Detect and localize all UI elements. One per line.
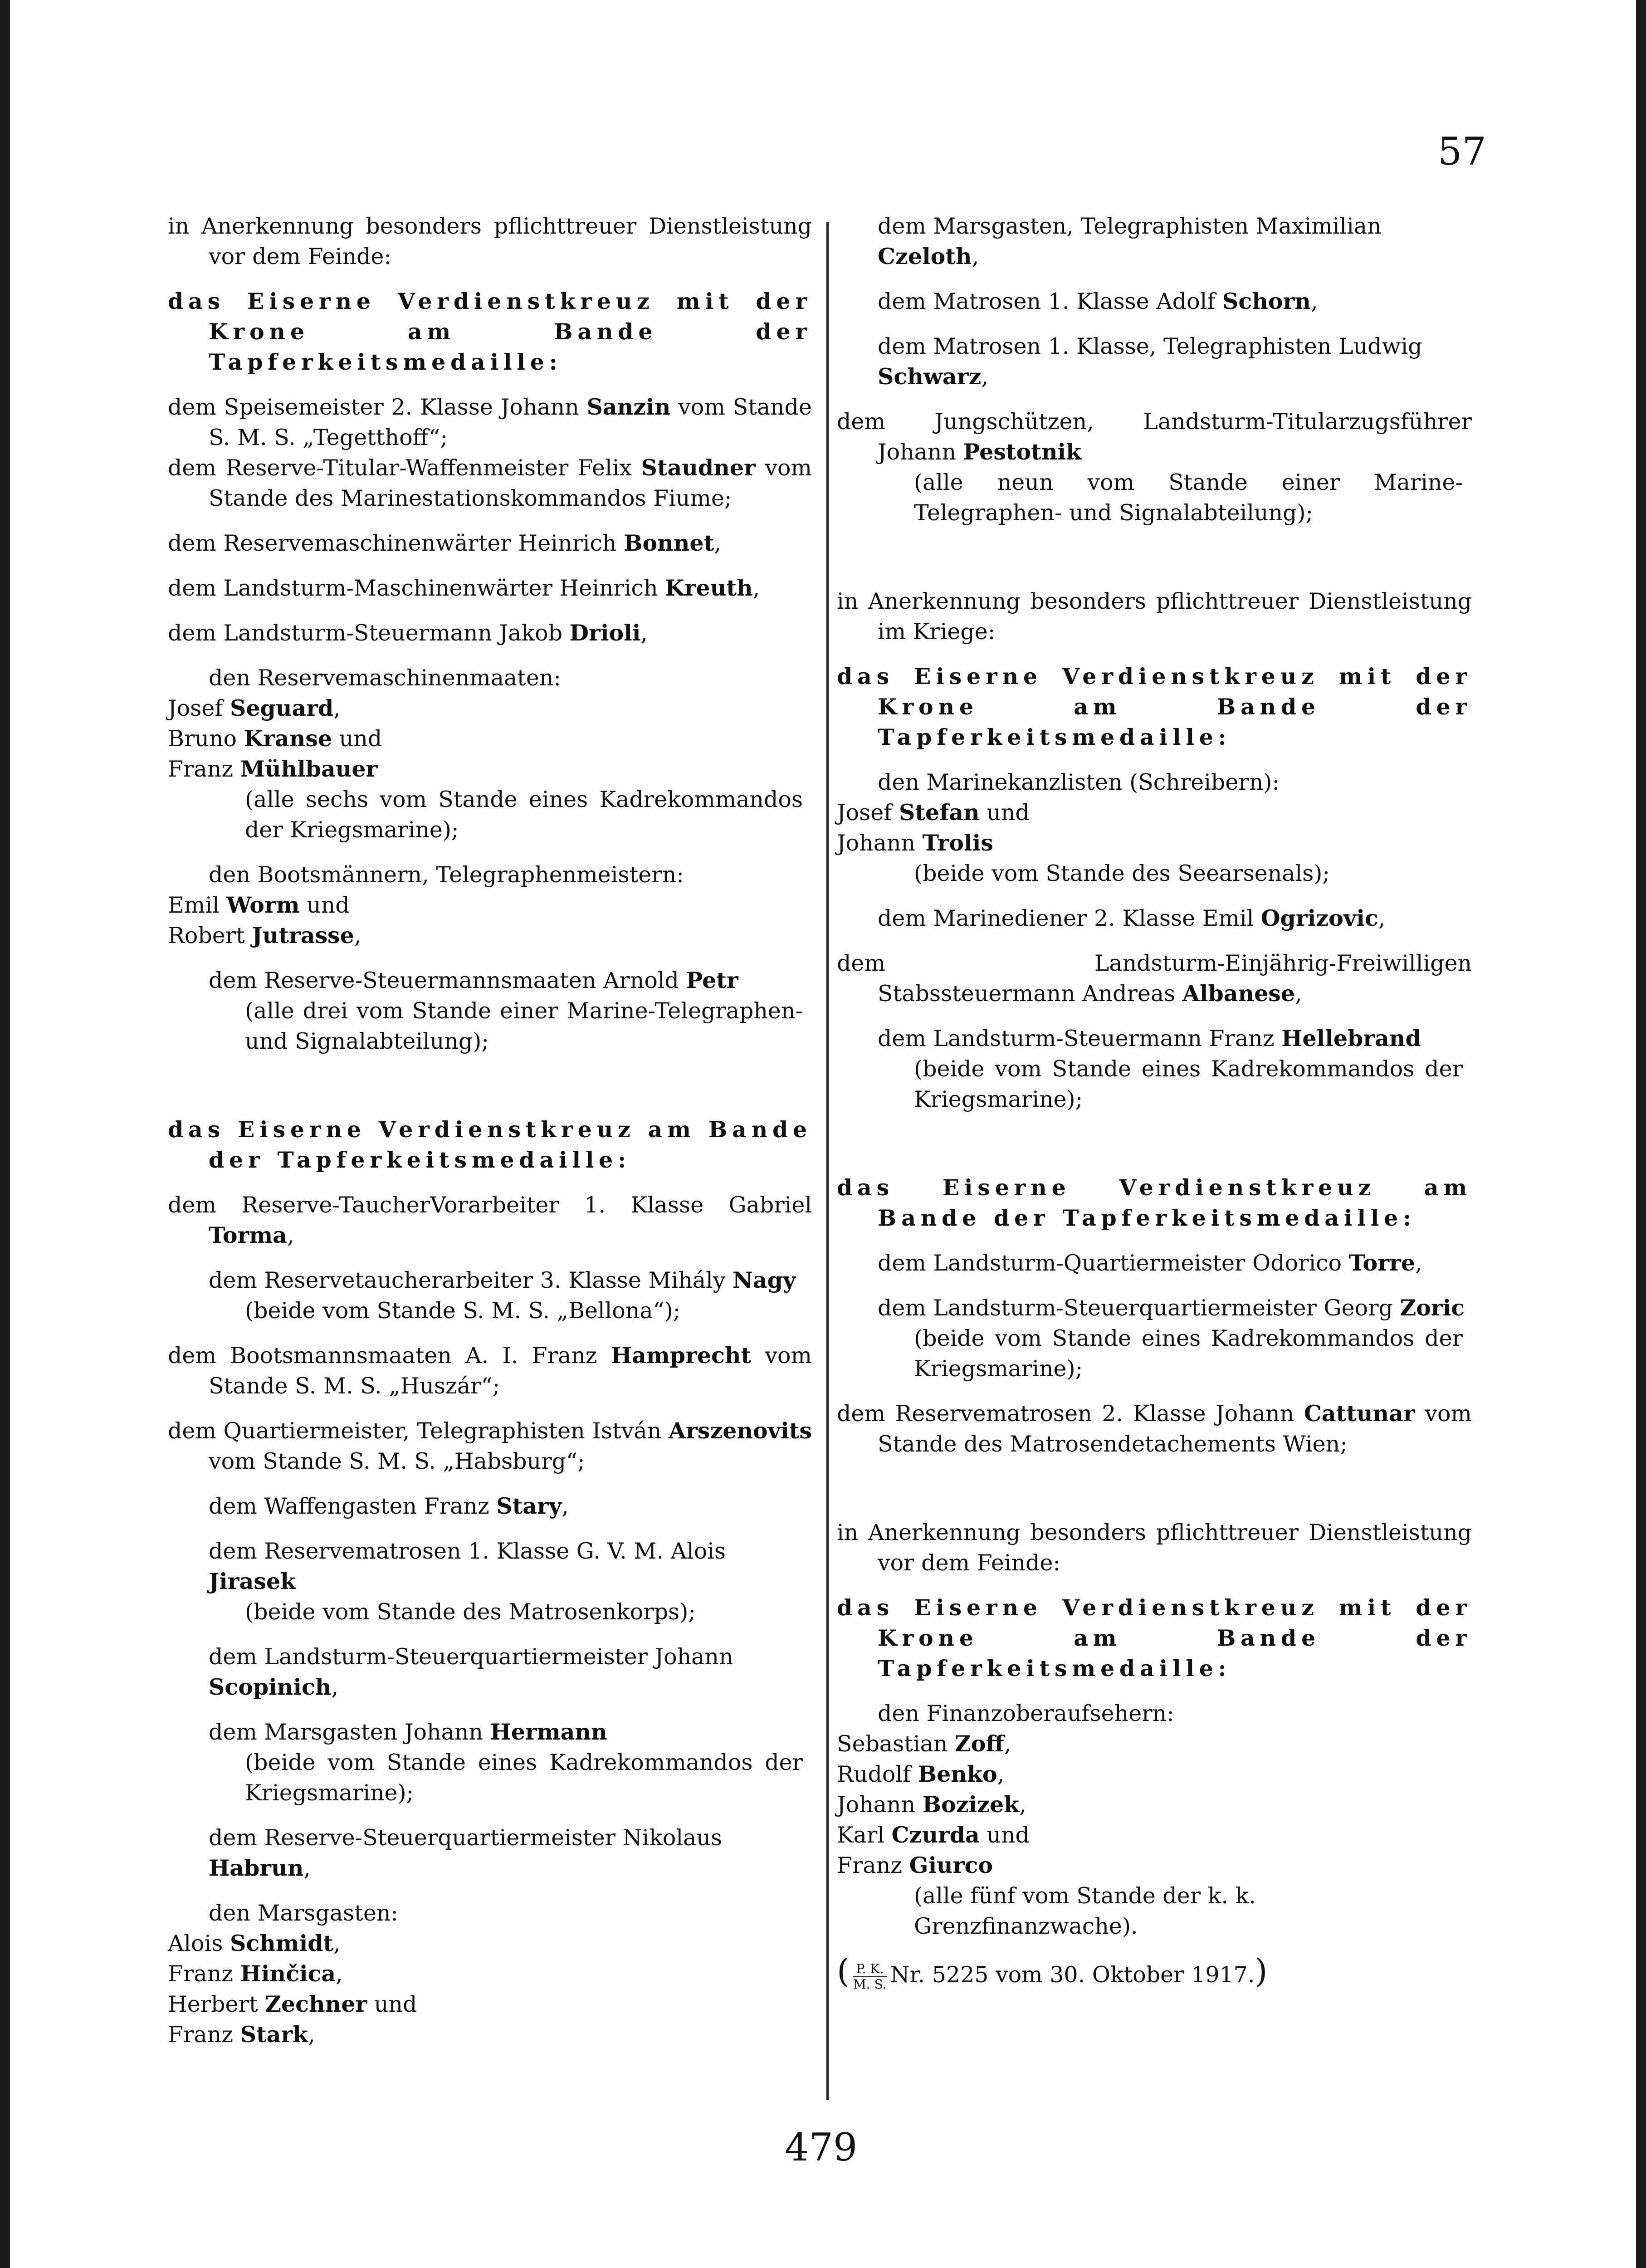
section-heading: in Anerkennung besonders pflichttreuer Dienstleistung vor dem Feinde: — [837, 1520, 1472, 1576]
unit-note: (beide vom Stande eines Kadrekommandos der Kriegsmarine); — [245, 1750, 803, 1806]
name-line: Franz Mühlbauer — [168, 756, 378, 782]
unit-note: (alle sechs vom Stande eines Kadrekommandos der Kriegsmarine); — [245, 787, 803, 843]
entry: dem Reservemaschinenwärter Heinrich Bonnet, — [168, 530, 721, 556]
name-line: Herbert Zechner und — [168, 1991, 417, 2017]
entry: dem Reserve-TaucherVorarbeiter 1. Klasse Gabriel Torma, — [168, 1192, 812, 1248]
entry: dem Reservetaucherarbeiter 3. Klasse Mihály Nagy — [209, 1267, 796, 1293]
entry: dem Marinediener 2. Klasse Emil Ogrizovic, — [878, 905, 1386, 931]
name-line: Robert Jutrasse, — [168, 922, 361, 948]
entry: dem Marsgasten, Telegraphisten Maximilian Czeloth, — [878, 213, 1382, 269]
entry: dem Landsturm-Einjährig-Freiwilligen Stabssteuermann Andreas Albanese, — [837, 950, 1472, 1007]
unit-note: (alle drei vom Stande einer Marine-Telegraphen- und Signalabteilung); — [245, 998, 803, 1054]
entry: dem Matrosen 1. Klasse, Telegraphisten Ludwig Schwarz, — [878, 333, 1422, 390]
left-column — [168, 211, 812, 2050]
name-line: Johann Bozizek, — [837, 1791, 1026, 1818]
unit-note: (beide vom Stande eines Kadrekommandos der Kriegsmarine); — [914, 1325, 1463, 1382]
name-line: Bruno Kranse und — [168, 725, 382, 752]
entry: dem Reservematrosen 1. Klasse G. V. M. Alois Jirasek — [209, 1538, 726, 1594]
unit-note: (beide vom Stande des Matrosenkorps); — [245, 1599, 696, 1625]
entry: dem Jungschützen, Landsturm-Titularzugsführer Johann Pestotnik — [837, 409, 1472, 465]
section-heading: in Anerkennung besonders pflichttreuer Dienstleistung vor dem Feinde: — [168, 213, 812, 269]
column-rule — [826, 222, 829, 2100]
award-heading: das Eiserne Verdienstkreuz mit der Krone am Bande der Tapferkeitsmedaille: — [837, 1594, 1472, 1681]
name-line: Josef Seguard, — [168, 695, 341, 721]
unit-note: (alle fünf vom Stande der k. k. Grenzfinanzwache). — [914, 1883, 1256, 1939]
entry: dem Landsturm-Steuerquartiermeister Johann Scopinich, — [209, 1644, 733, 1700]
award-heading: das Eiserne Verdienstkreuz mit der Krone am Bande der Tapferkeitsmedaille: — [837, 663, 1472, 750]
sheet-signature: 479 — [785, 2125, 858, 2170]
entry: dem Reservematrosen 2. Klasse Johann Cattunar vom Stande des Matrosendetachements Wien; — [837, 1400, 1472, 1457]
entry: dem Landsturm-Steuermann Franz Hellebrand — [878, 1025, 1421, 1051]
entry: dem Speisemeister 2. Klasse Johann Sanzin vom Stande S. M. S. „Tegetthoff“; — [168, 394, 812, 450]
name-line: Josef Stefan und — [837, 799, 1030, 826]
name-line: Franz Hinčica, — [168, 1960, 343, 1987]
entry: den Marinekanzlisten (Schreibern): — [878, 769, 1280, 795]
entry: dem Landsturm-Steuermann Jakob Drioli, — [168, 620, 648, 646]
name-line: Sebastian Zoff, — [837, 1730, 1011, 1757]
entry: dem Quartiermeister, Telegraphisten István Arszenovits vom Stande S. M. S. „Habsburg“; — [168, 1418, 812, 1474]
name-line: Johann Trolis — [837, 830, 993, 856]
section-heading: in Anerkennung besonders pflichttreuer Dienstleistung im Kriege: — [837, 588, 1472, 645]
entry: dem Landsturm-Steuerquartiermeister Georg Zoric — [878, 1295, 1465, 1321]
name-line: Alois Schmidt, — [168, 1930, 341, 1956]
unit-note: (alle neun vom Stande einer Marine-Telegraphen- und Signalabteilung); — [914, 469, 1463, 526]
unit-note: (beide vom Stande S. M. S. „Bellona“); — [245, 1298, 681, 1324]
entry: den Finanzoberaufsehern: — [878, 1701, 1174, 1726]
scan-border-left — [0, 0, 10, 2268]
entry: den Marsgasten: — [209, 1900, 398, 1926]
name-line: Rudolf Benko, — [837, 1761, 1005, 1787]
entry: dem Matrosen 1. Klasse Adolf Schorn, — [878, 288, 1318, 314]
unit-note: (beide vom Stande eines Kadrekommandos der Kriegsmarine); — [914, 1056, 1463, 1112]
reference-line: ( $\frac{P. K.}{M. S.}$ Nr. 5225 vom 30. Oktober 1917.) — [837, 1952, 1268, 1992]
entry: dem Waffengasten Franz Stary, — [209, 1493, 569, 1519]
name-line: Franz Giurco — [837, 1852, 993, 1878]
name-line: Karl Czurda und — [837, 1822, 1030, 1848]
entry: dem Reserve-Steuermannsmaaten Arnold Petr — [209, 967, 738, 993]
entry: dem Landsturm-Quartiermeister Odorico Torre, — [878, 1250, 1422, 1276]
entry: den Bootsmännern, Telegraphenmeistern: — [209, 862, 684, 888]
award-heading: das Eiserne Verdienstkreuz am Bande der Tapferkeitsmedaille: — [837, 1174, 1472, 1231]
entry: dem Landsturm-Maschinenwärter Heinrich Kreuth, — [168, 575, 760, 601]
award-heading: das Eiserne Verdienstkreuz am Bande der Tapferkeitsmedaille: — [168, 1116, 812, 1173]
entry: dem Reserve-Steuerquartiermeister Nikolaus Habrun, — [209, 1825, 722, 1881]
unit-note: (beide vom Stande des Seearsenals); — [914, 860, 1330, 886]
entry: den Reservemaschinenmaaten: — [209, 665, 561, 691]
name-line: Franz Stark, — [168, 2021, 315, 2048]
entry: dem Bootsmannsmaaten A. I. Franz Hamprecht vom Stande S. M. S. „Huszár“; — [168, 1342, 812, 1399]
award-heading: das Eiserne Verdienstkreuz mit der Krone am Bande der Tapferkeitsmedaille: — [168, 288, 812, 375]
right-column — [837, 211, 1472, 1992]
scan-border-right — [1636, 0, 1646, 2268]
entry: dem Reserve-Titular-Waffenmeister Felix Staudner vom Stande des Marinestationskommandos Fiume; — [168, 455, 812, 511]
reference-fraction: $\frac{P. K.}{M. S.}$ — [853, 1961, 887, 1992]
entry: dem Marsgasten Johann Hermann — [209, 1719, 607, 1745]
name-line: Emil Worm und — [168, 892, 350, 918]
page-number: 57 — [1438, 129, 1486, 174]
